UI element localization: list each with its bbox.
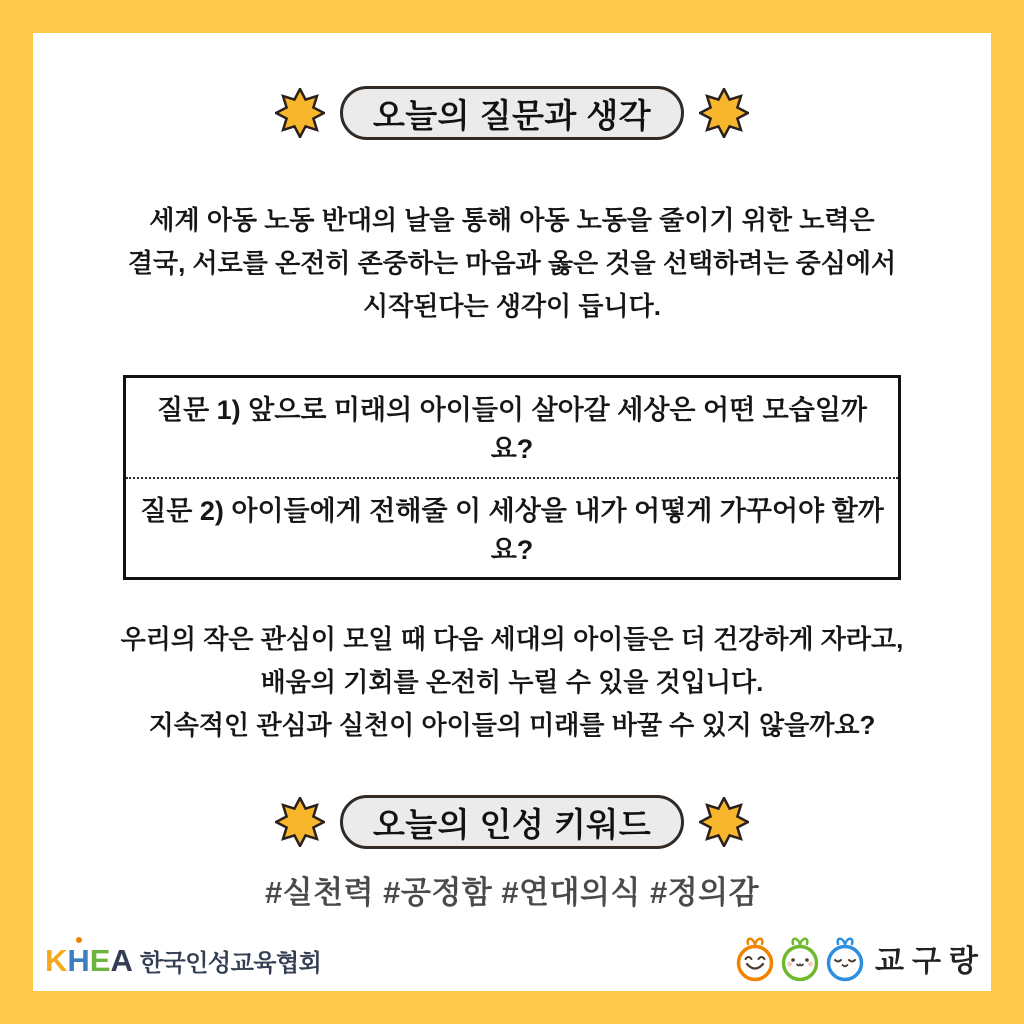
question-2: 질문 2) 아이들에게 전해줄 이 세상을 내가 어떻게 가꾸어야 할까요? [140, 495, 884, 565]
khea-org-name: 한국인성교육협회 [139, 950, 322, 977]
outro-line: 배움의 기회를 온전히 누릴 수 있을 것입니다. [260, 667, 764, 697]
card [33, 33, 991, 991]
khea-letter-h: H [67, 945, 89, 976]
starburst-icon [699, 88, 749, 138]
starburst-icon [699, 797, 749, 847]
keyword-badge: 오늘의 인성 키워드 [340, 795, 684, 849]
brand-name: 교구랑 [875, 945, 986, 978]
khea-dot-icon [76, 937, 82, 943]
khea-wordmark [45, 945, 133, 976]
khea-letter-k: K [45, 943, 68, 978]
hashtags: #실천력 #공정함 #연대의식 #정의감 [264, 875, 760, 910]
intro-line: 시작된다는 생각이 듭니다. [363, 291, 661, 321]
question-1: 질문 1) 앞으로 미래의 아이들이 살아갈 세상은 어떤 모습일까요? [126, 378, 898, 479]
intro-line: 결국, 서로를 온전히 존중하는 마음과 옳은 것을 선택하려는 중심에서 [127, 248, 897, 278]
mascot-orange-icon [733, 933, 777, 983]
khea-letter-a: A [110, 943, 133, 978]
intro-line: 세계 아동 노동 반대의 날을 통해 아동 노동을 줄이기 위한 노력은 [149, 205, 875, 235]
brand-logo [733, 933, 986, 983]
outro-line: 우리의 작은 관심이 모일 때 다음 세대의 아이들은 더 건강하게 자라고, [120, 624, 904, 654]
khea-letter-e: E [89, 943, 111, 978]
header-badge-row [33, 86, 991, 140]
khea-logo [45, 943, 321, 978]
outro-line: 지속적인 관심과 실천이 아이들의 미래를 바꿀 수 있지 않을까요? [148, 710, 876, 740]
mascot-green-icon [778, 933, 822, 983]
mascot-blue-icon [823, 933, 867, 983]
starburst-icon [275, 797, 325, 847]
outro-paragraph [33, 618, 991, 747]
question-box [123, 375, 901, 580]
header-badge: 오늘의 질문과 생각 [340, 86, 684, 140]
intro-paragraph [33, 199, 991, 328]
starburst-icon [275, 88, 325, 138]
mascot-group [733, 933, 867, 983]
keyword-badge-row [33, 795, 991, 849]
